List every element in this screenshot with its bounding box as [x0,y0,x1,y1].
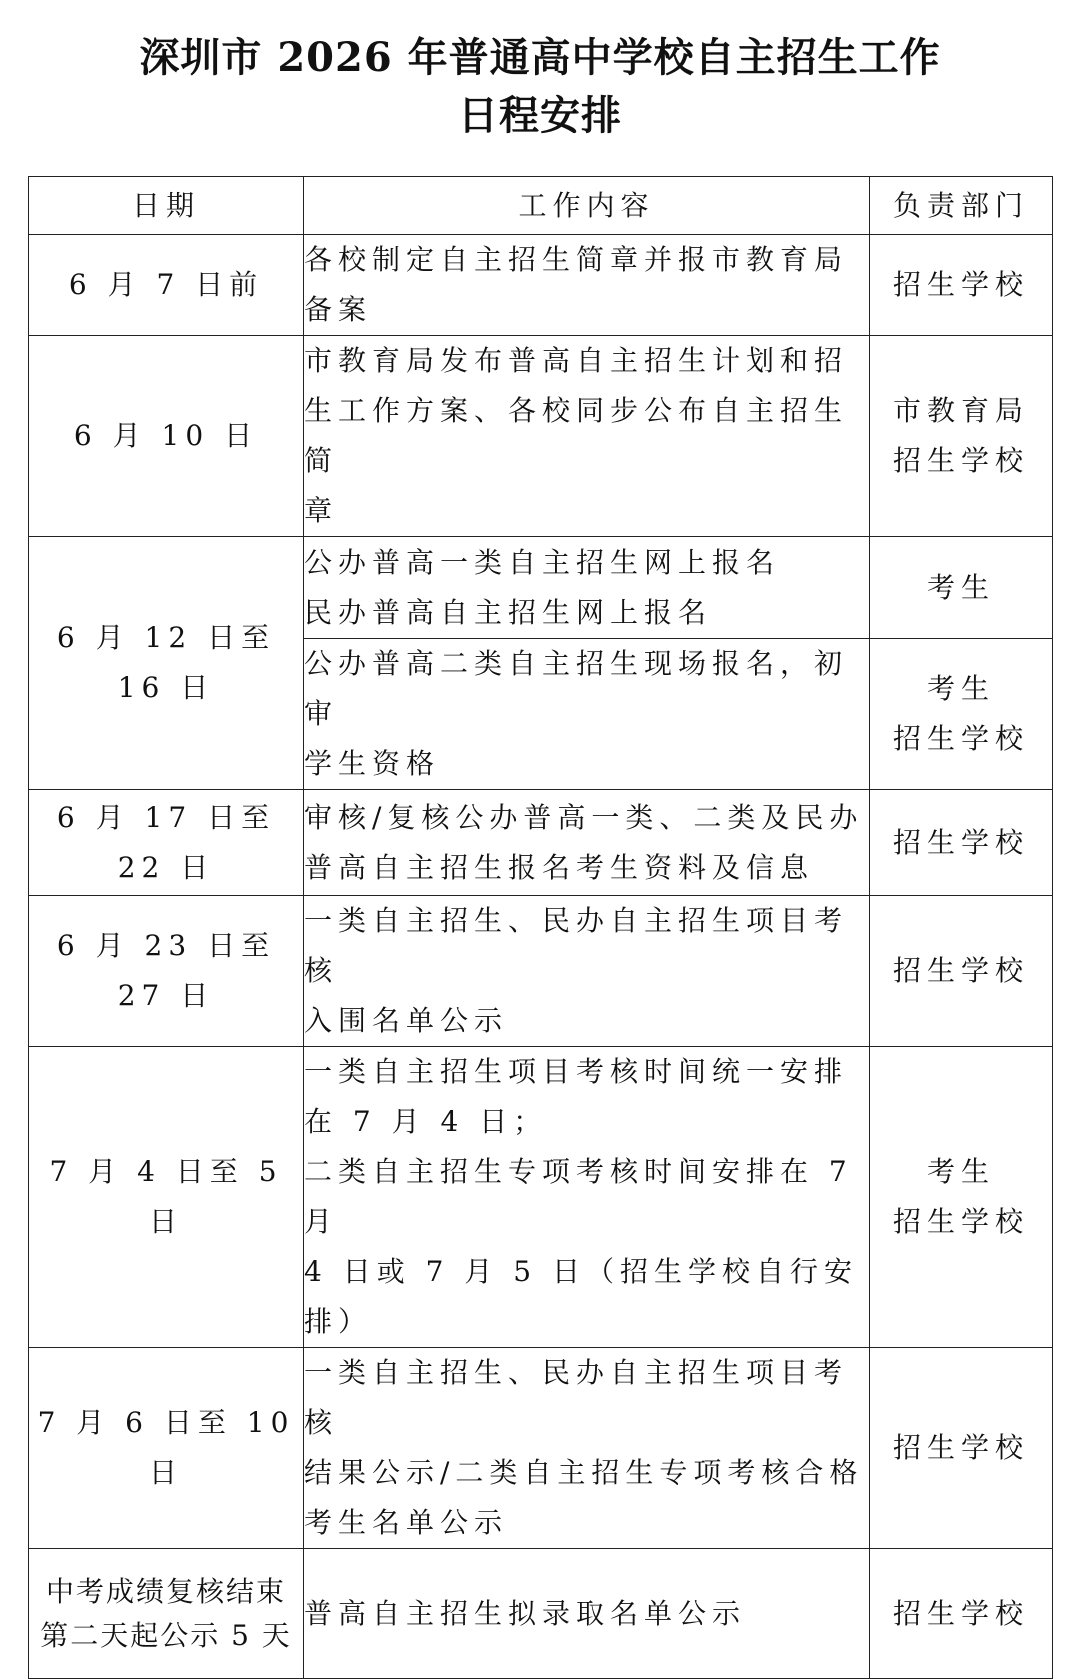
header-content: 工作内容 [304,177,870,235]
date-line: 中考成绩复核结束 [45,1574,286,1608]
row-content [304,1348,870,1549]
dept-line: 考生 [926,672,995,705]
date-line: 第二天起公示 5 天 [40,1618,292,1652]
row-content [304,896,870,1047]
content-line: 各校制定自主招生简章并报市教育局 [304,243,849,276]
table-row [29,537,1053,639]
dept-line: 考生 [926,1155,995,1188]
row-dept [870,639,1053,790]
table-row [29,235,1053,336]
content-line: 一类自主招生、民办自主招生项目考核 [304,1356,849,1439]
table-header-row [29,177,1053,235]
dept-line: 招生学校 [892,722,1029,755]
content-line: 入围名单公示 [304,1004,509,1037]
row-content [304,639,870,790]
content-line: 市教育局发布普高自主招生计划和招 [304,344,849,377]
dept-line: 招生学校 [892,1596,1029,1630]
row-date: 6 月 7 日前 [29,235,304,336]
content-line: 公办普高一类自主招生网上报名 [304,545,781,579]
content-line: 结果公示/二类自主招生专项考核合格 [304,1456,864,1489]
header-date: 日期 [29,177,304,235]
row-date: 6 月 10 日 [29,336,304,537]
page-title: 深圳市 2026 年普通高中学校自主招生工作 [139,34,941,81]
dept-line: 考生 [926,570,995,604]
dept-line: 招生学校 [892,825,1029,859]
table-row [29,790,1053,896]
dept-line: 招生学校 [892,1431,1029,1464]
content-line: 公办普高二类自主招生现场报名，初审 [304,647,849,730]
content-line: 章 [304,494,339,527]
row-content [304,790,870,896]
dept-line: 市教育局 [892,394,1029,427]
row-dept [870,790,1053,896]
table-row [29,896,1053,1047]
content-line: 4 日或 7 月 5 日（招生学校自行安排） [304,1255,858,1338]
row-date: 6 月 23 日至 27 日 [29,896,304,1047]
content-line: 生工作方案、各校同步公布自主招生简 [304,394,849,477]
row-dept [870,1047,1053,1348]
row-date [29,1549,304,1679]
table-row [29,1348,1053,1549]
dept-line: 招生学校 [892,954,1029,987]
content-line: 普高自主招生报名考生资料及信息 [304,850,815,884]
row-content [304,336,870,537]
table-row [29,1047,1053,1348]
content-line: 二类自主招生专项考核时间安排在 7 月 [304,1155,853,1238]
row-dept [870,1348,1053,1549]
row-dept [870,235,1053,336]
row-date: 6 月 12 日至 16 日 [29,537,304,790]
content-line: 审核/复核公办普高一类、二类及民办 [304,800,864,834]
content-line: 在 7 月 4 日； [304,1105,548,1138]
row-dept [870,336,1053,537]
content-line: 学生资格 [304,747,441,780]
table-row [29,336,1053,537]
row-content [304,537,870,639]
content-line: 一类自主招生、民办自主招生项目考核 [304,904,849,987]
page-subtitle: 日程安排 [458,92,622,139]
content-line: 普高自主招生拟录取名单公示 [304,1596,747,1630]
row-dept [870,537,1053,639]
row-date: 7 月 6 日至 10 日 [29,1348,304,1549]
row-content [304,235,870,336]
row-dept [870,1549,1053,1679]
row-dept [870,896,1053,1047]
row-date: 6 月 17 日至 22 日 [29,790,304,896]
schedule-table [28,176,1053,1679]
dept-line: 招生学校 [892,1205,1029,1238]
table-row [29,1549,1053,1679]
row-content [304,1549,870,1679]
dept-line: 招生学校 [892,444,1029,477]
content-line: 民办普高自主招生网上报名 [304,595,713,629]
dept-line: 招生学校 [892,268,1029,301]
content-line: 考生名单公示 [304,1506,509,1539]
row-content [304,1047,870,1348]
header-dept: 负责部门 [870,177,1053,235]
row-date: 7 月 4 日至 5 日 [29,1047,304,1348]
content-line: 一类自主招生项目考核时间统一安排 [304,1055,849,1088]
content-line: 备案 [304,293,373,326]
